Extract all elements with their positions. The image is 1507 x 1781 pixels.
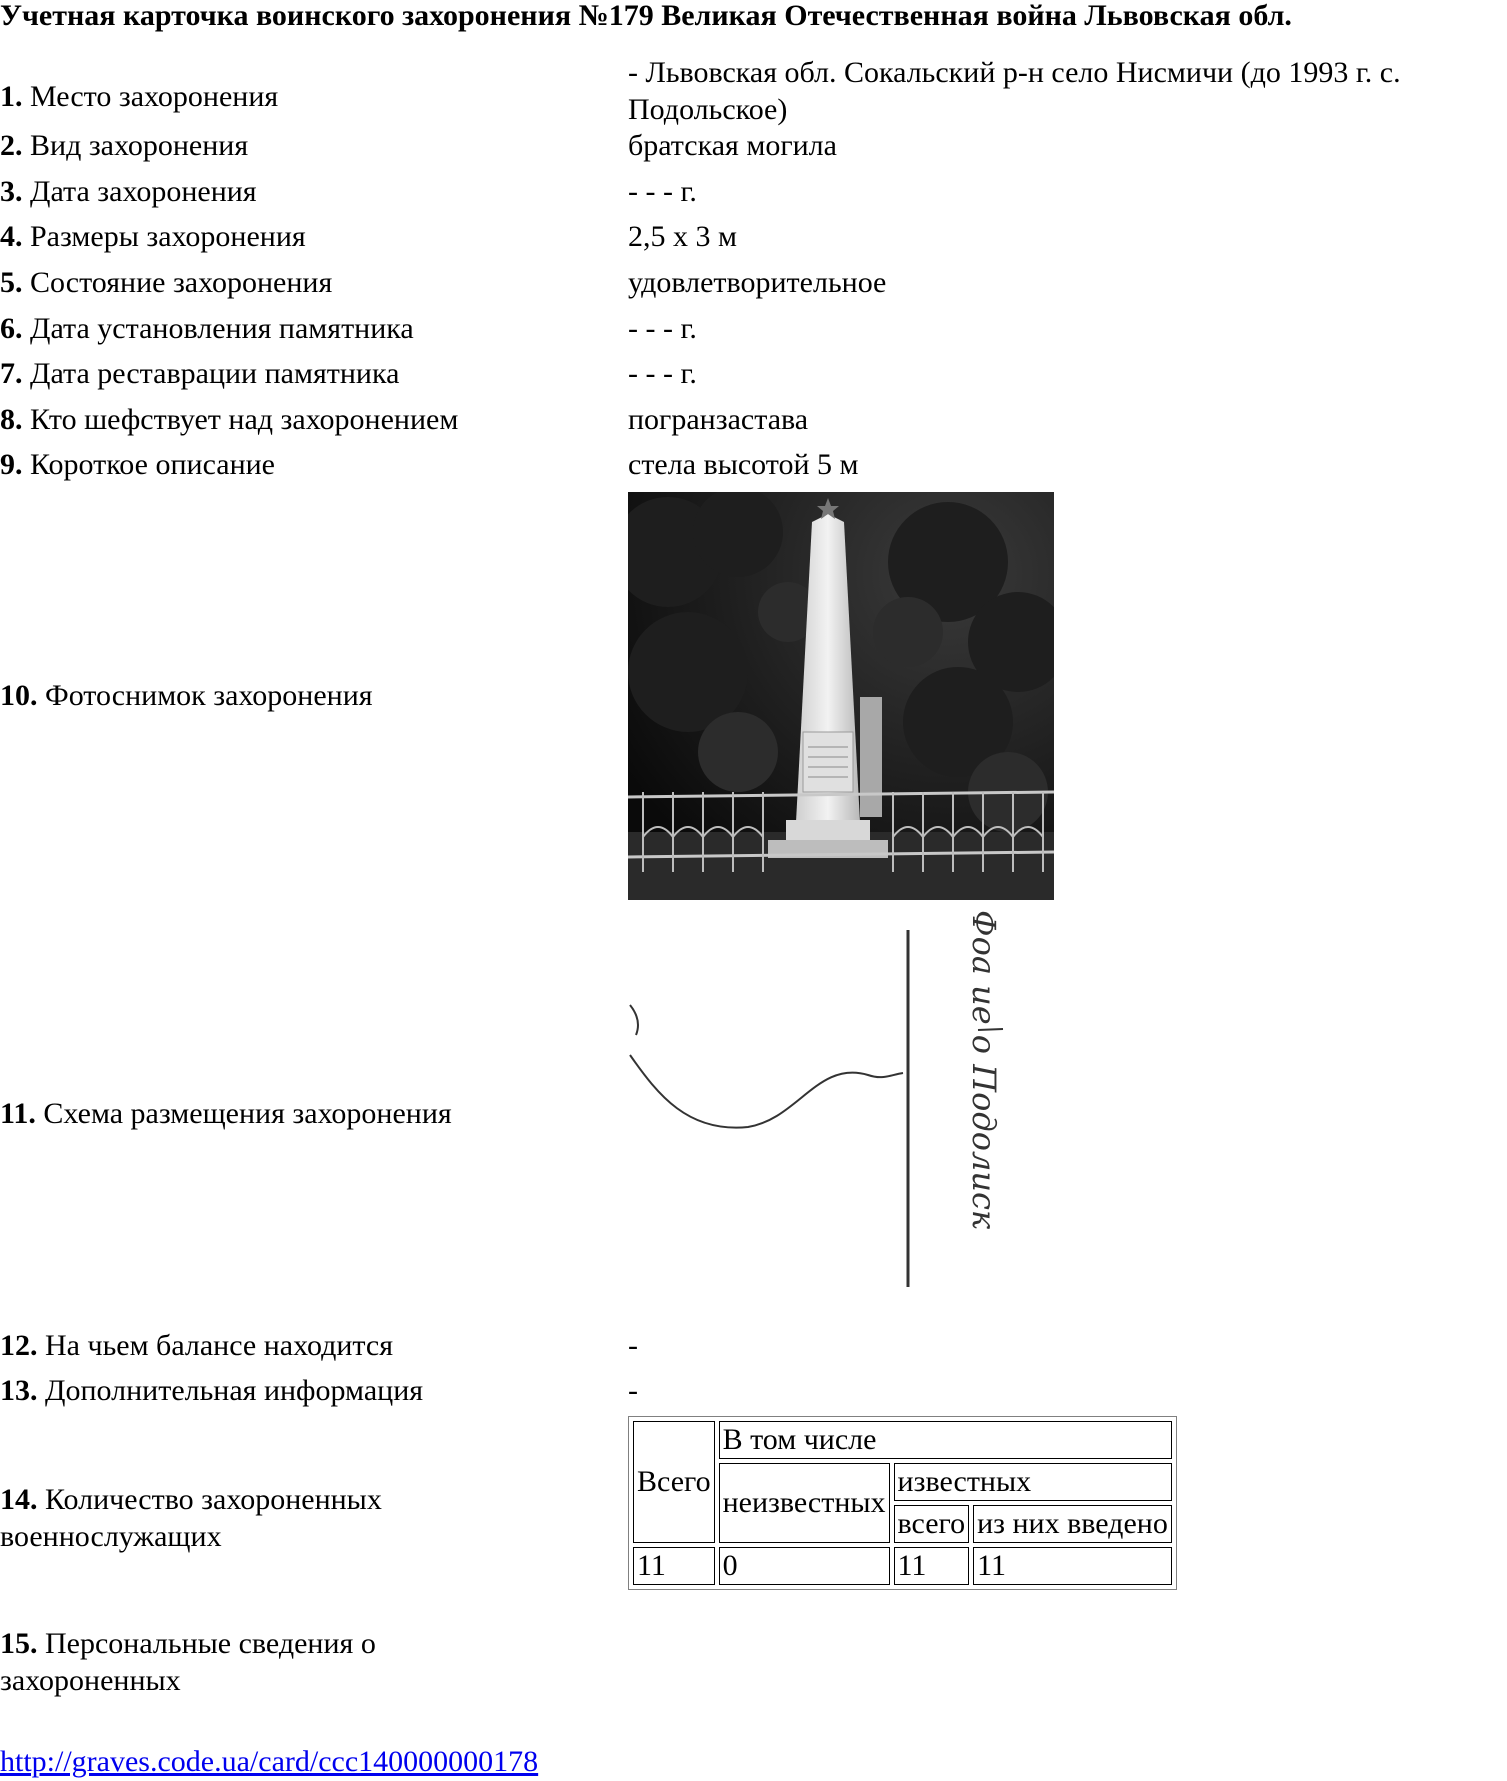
field-value-12: - xyxy=(628,1329,638,1362)
value-known-total: 11 xyxy=(894,1547,970,1585)
grave-photo xyxy=(628,492,1054,900)
card-title: Учетная карточка воинского захоронения №179 Великая Отечественная война Львовская обл. xyxy=(0,0,1292,32)
value-total: 11 xyxy=(633,1547,715,1585)
burial-count-table xyxy=(628,1416,1177,1590)
field-label-14: 14. Количество захороненных военнослужащих xyxy=(0,1483,382,1553)
value-known-entered: 11 xyxy=(973,1547,1172,1585)
header-known: известных xyxy=(894,1463,1172,1501)
scheme-handwriting: Фоа ие о Подолиск xyxy=(965,910,1003,1229)
field-label-5: 5. Состояние захоронения xyxy=(0,266,333,299)
header-including: В том числе xyxy=(719,1421,1172,1459)
field-value-3: - - - г. xyxy=(628,175,697,208)
field-label-4: 4. Размеры захоронения xyxy=(0,220,306,253)
field-label-8: 8. Кто шефствует над захоронением xyxy=(0,403,459,436)
field-label-3: 3. Дата захоронения xyxy=(0,175,257,208)
value-unknown: 0 xyxy=(719,1547,890,1585)
field-label-9: 9. Короткое описание xyxy=(0,448,275,481)
field-value-5: удовлетворительное xyxy=(628,266,887,299)
field-value-4: 2,5 x 3 м xyxy=(628,220,737,253)
header-unknown: неизвестных xyxy=(719,1463,890,1543)
location-scheme xyxy=(628,905,1058,1310)
header-known-entered: из них введено xyxy=(973,1505,1172,1543)
field-value-2: братская могила xyxy=(628,129,837,162)
field-label-15: 15. Персональные сведения о захороненных xyxy=(0,1627,376,1697)
field-value-9: стела высотой 5 м xyxy=(628,448,859,481)
field-value-8: погранзастава xyxy=(628,403,809,436)
field-label-12: 12. На чьем балансе находится xyxy=(0,1329,394,1362)
header-total: Всего xyxy=(633,1421,715,1543)
field-label-2: 2. Вид захоронения xyxy=(0,129,249,162)
field-label-6: 6. Дата установления памятника xyxy=(0,312,414,345)
field-label-13: 13. Дополнительная информация xyxy=(0,1374,424,1407)
field-value-6: - - - г. xyxy=(628,312,697,345)
field-label-1: 1. Место захоронения xyxy=(0,80,279,113)
field-label-7: 7. Дата реставрации памятника xyxy=(0,357,400,390)
field-value-7: - - - г. xyxy=(628,357,697,390)
source-link[interactable]: http://graves.code.ua/card/ccc140000000178 xyxy=(0,1745,539,1778)
field-label-11: 11. Схема размещения захоронения xyxy=(0,1097,452,1130)
field-value-1: - Львовская обл. Сокальский р-н село Нисмичи (до 1993 г. с. Подольское) xyxy=(628,56,1401,126)
field-value-13: - xyxy=(628,1374,638,1407)
field-label-10: 10. Фотоснимок захоронения xyxy=(0,679,373,712)
header-known-total: всего xyxy=(894,1505,970,1543)
